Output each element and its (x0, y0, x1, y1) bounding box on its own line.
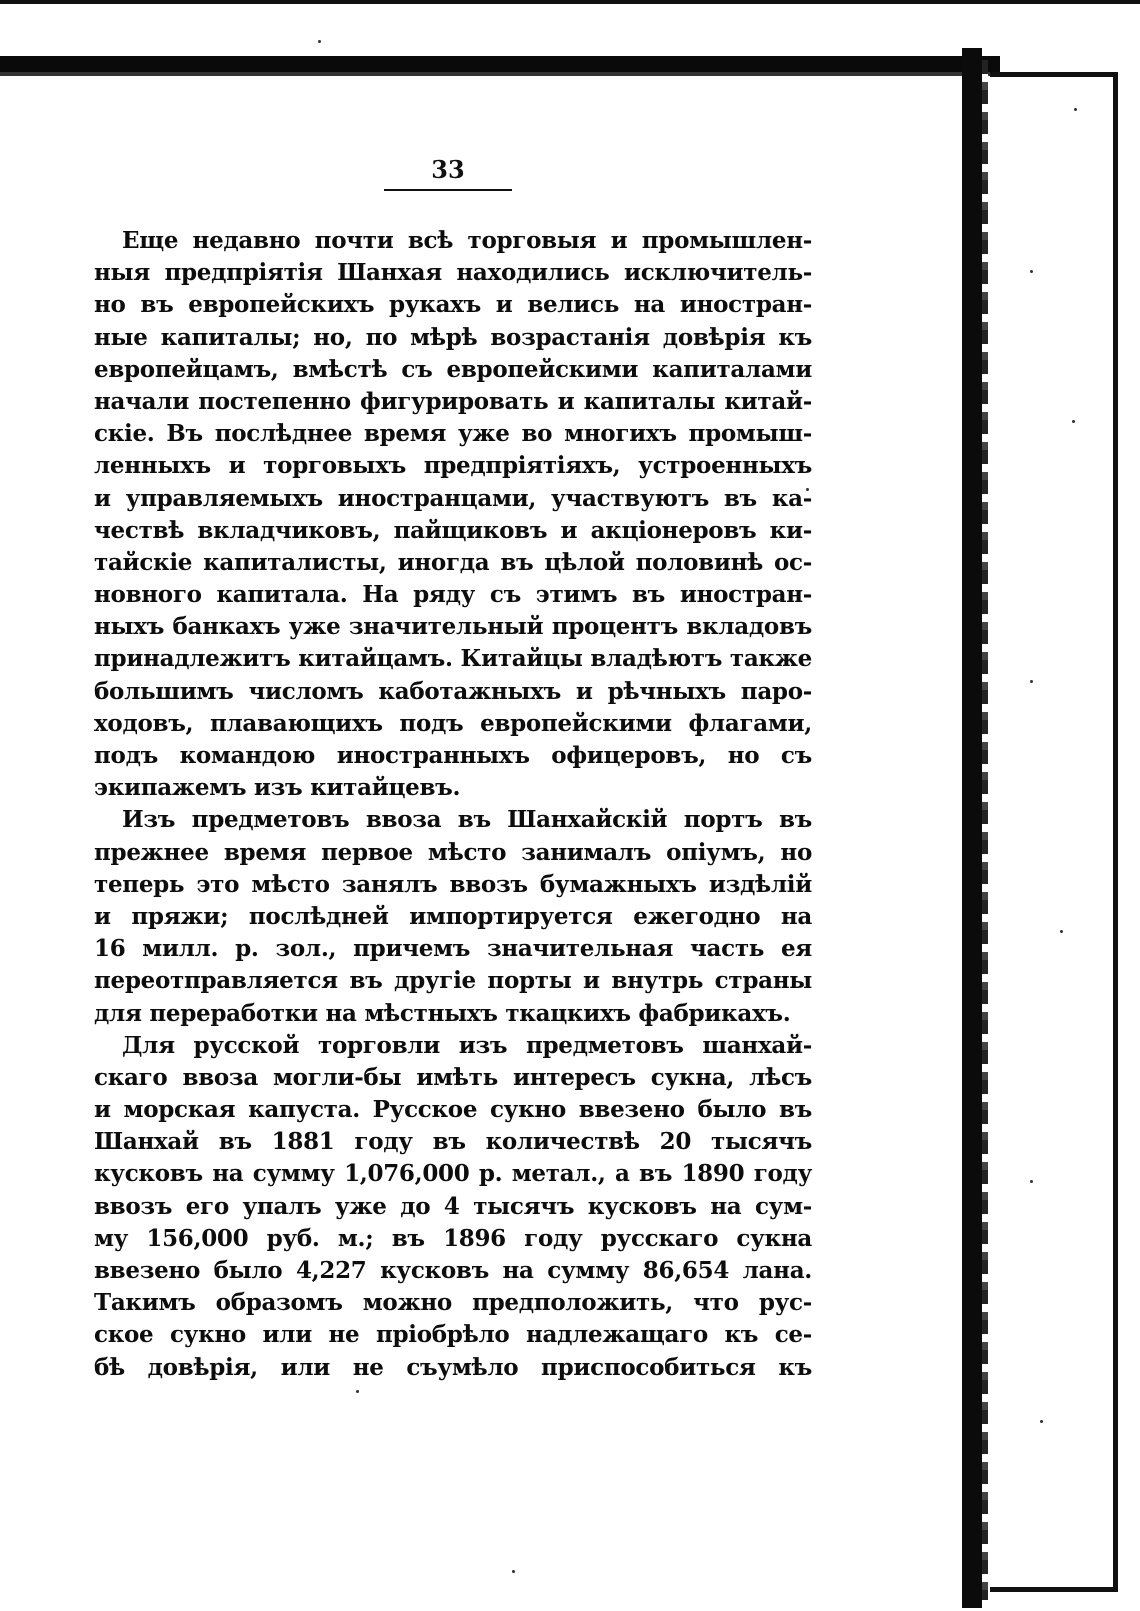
text-line: и морская капуста. Русское сукно ввезено было въ (94, 1096, 812, 1124)
text-line: ныя предпріятія Шанхая находились исключитель- (94, 259, 812, 287)
text-line: ленныхъ и торговыхъ предпріятіяхъ, устроенныхъ (94, 452, 812, 480)
top-edge-rule (0, 0, 1140, 4)
scan-speck (1072, 420, 1075, 423)
text-line: ныхъ банкахъ уже значительный процентъ вкладовъ (94, 613, 812, 641)
paragraph-3 (94, 1030, 812, 1384)
scan-speck (512, 1570, 515, 1573)
text-line: экипажемъ изъ китайцевъ. (94, 774, 461, 802)
text-line: подъ командою иностранныхъ офицеровъ, но съ (94, 742, 812, 769)
text-line: ввезено было 4,227 кусковъ на сумму 86,654 лана. (94, 1257, 812, 1284)
scan-speck (318, 40, 321, 43)
text-line: 16 милл. р. зол., причемъ значительная часть ея (94, 935, 812, 963)
text-line: ные капиталы; но, по мѣрѣ возрастанія довѣрія къ (94, 323, 812, 351)
text-line: скаго ввоза могли-бы имѣть интересъ сукна, лѣсъ (94, 1063, 812, 1091)
paragraph-2 (94, 804, 812, 1029)
text-line: кусковъ на сумму 1,076,000 р. метал., а въ 1890 году (94, 1160, 812, 1188)
text-line: скіе. Въ послѣднее время уже во многихъ промыш- (94, 420, 812, 448)
text-line: для переработки на мѣстныхъ ткацкихъ фабрикахъ. (94, 999, 791, 1027)
page-number: 33 (431, 155, 465, 184)
scan-speck (1040, 1420, 1043, 1423)
scan-speck (356, 1390, 359, 1393)
binding-shadow-line (0, 72, 990, 76)
scan-speck (1030, 270, 1033, 273)
binding-shadow-bar (0, 56, 1000, 72)
page-number-underline (384, 189, 512, 191)
spine-edge-texture (982, 60, 988, 1600)
text-line: начали постепенно фигурировать и капиталы китай- (94, 387, 812, 415)
text-line: бѣ довѣрія, или не съумѣло приспособиться къ (94, 1353, 812, 1381)
text-line: Для русской торговли изъ предметовъ шанхай- (122, 1031, 812, 1059)
text-line: и управляемыхъ иностранцами, участвуютъ въ ка- (94, 484, 812, 512)
scan-speck (1060, 930, 1063, 933)
text-line: и пряжи; послѣдней импортируется ежегодно на (94, 902, 812, 930)
book-spine (962, 48, 982, 1608)
text-line: новного капитала. На ряду съ этимъ въ иностран- (94, 581, 812, 609)
text-line: большимъ числомъ каботажныхъ и рѣчныхъ паро- (94, 677, 812, 705)
text-line: Такимъ образомъ можно предположить, что рус- (94, 1289, 812, 1317)
body-text (94, 225, 812, 1384)
scan-speck (1030, 680, 1033, 683)
scan-speck (1030, 1180, 1033, 1183)
text-line: принадлежитъ китайцамъ. Китайцы владѣютъ также (94, 645, 812, 673)
text-line: но въ европейскихъ рукахъ и велись на иностран- (94, 291, 812, 319)
text-line: ввозъ его упалъ уже до 4 тысячъ кусковъ на сум- (94, 1192, 812, 1220)
text-line: переотправляется въ другіе порты и внутрь страны (94, 967, 812, 995)
text-line: европейцамъ, вмѣстѣ съ европейскими капиталами (94, 355, 812, 383)
scan-speck (1074, 108, 1077, 111)
text-line: Еще недавно почти всѣ торговыя и промышлен- (122, 227, 812, 254)
text-line: ское сукно или не пріобрѣло надлежащаго къ се- (94, 1321, 812, 1349)
next-page-frame (990, 72, 1118, 1592)
text-line: Изъ предметовъ ввоза въ Шанхайскій портъ въ (122, 806, 812, 834)
text-line: прежнее время первое мѣсто занималъ опіумъ, но (94, 838, 812, 866)
text-line: чествѣ вкладчиковъ, пайщиковъ и акціонеровъ ки- (94, 516, 812, 544)
text-line: Шанхай въ 1881 году въ количествѣ 20 тысячъ (94, 1128, 812, 1156)
text-line: му 156,000 руб. м.; въ 1896 году русскаго сукна (94, 1224, 812, 1252)
paragraph-1 (94, 225, 812, 804)
text-line: теперь это мѣсто занялъ ввозъ бумажныхъ издѣлій (94, 870, 812, 898)
text-line: ходовъ, плавающихъ подъ европейскими флагами, (94, 709, 812, 737)
text-line: тайскіе капиталисты, иногда въ цѣлой половинѣ ос- (94, 548, 812, 576)
